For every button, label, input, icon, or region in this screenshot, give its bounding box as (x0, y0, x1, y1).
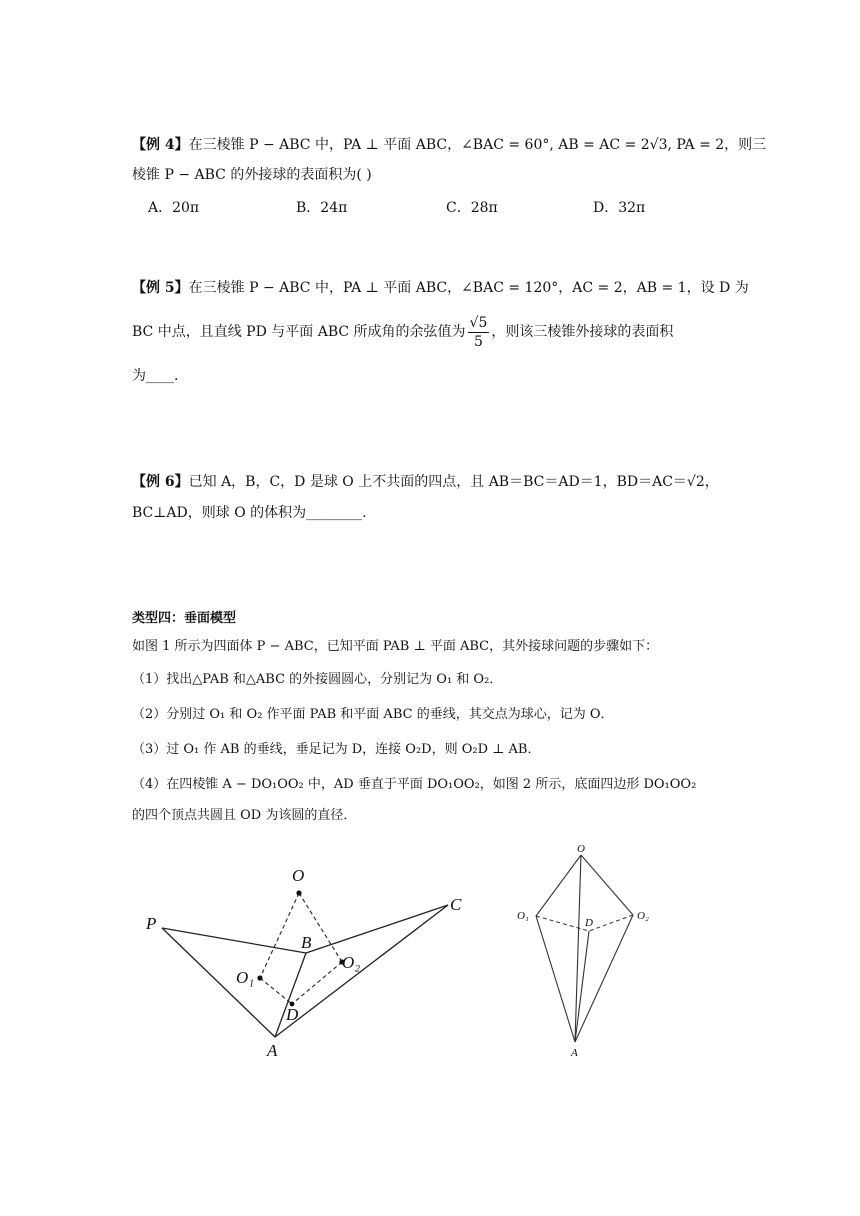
label-d: D (585, 917, 593, 929)
example-6-line-1 (132, 472, 719, 492)
example-5-text-2a: BC 中点，且直线 PD 与平面 ABC 所成角的余弦值为 (132, 324, 466, 340)
example-6-text-1: 已知 A，B，C，D 是球 O 上不共面的四点，且 AB＝BC＝AD＝1，BD＝AC＝√2， (188, 474, 719, 490)
point-o (296, 890, 301, 895)
example-5-tag: 【例 5】 (132, 280, 189, 296)
option-b: B．24π (296, 200, 348, 216)
option-c: C．28π (446, 200, 498, 216)
label-o2: O₂ (342, 953, 361, 972)
cosine-fraction (468, 314, 490, 351)
fraction-numerator: √5 (469, 314, 488, 331)
edge-o2-a (575, 915, 633, 1042)
fraction-denominator: 5 (473, 333, 483, 350)
option-d: D．32π (593, 200, 646, 216)
example-6-text-2: BC⊥AD，则球 O 的体积为________. (132, 505, 367, 521)
dash-o1-d (536, 916, 589, 931)
section-intro: 如图 1 所示为四面体 P − ABC，已知平面 PAB ⊥ 平面 ABC，其外接球问题的步骤如下： (132, 639, 659, 654)
step-4-continued: 的四个顶点共圆且 OD 为该圆的直径． (132, 808, 357, 823)
example-4-line-1 (132, 135, 766, 155)
example-4-text-2: 棱锥 P − ABC 的外接球的表面积为( ) (132, 167, 372, 183)
label-o1: O₁ (517, 910, 529, 922)
edge-bc (306, 905, 448, 953)
step-2: （2）分别过 O₁ 和 O₂ 作平面 PAB 和平面 ABC 的垂线，其交点为球心，记为 O． (132, 707, 614, 722)
edge-o1-a (536, 916, 575, 1042)
label-o: O (292, 866, 305, 885)
edge-o-o1 (536, 855, 581, 916)
example-5-text-3: 为____. (132, 368, 179, 384)
label-a: A (267, 1041, 278, 1060)
label-a: A (571, 1047, 578, 1059)
example-5-text-1: 在三棱锥 P − ABC 中，PA ⊥ 平面 ABC，∠BAC = 120°，AC = 2，AB = 1，设 D 为 (188, 280, 749, 296)
label-o: O (577, 843, 585, 855)
example-5-line-3 (132, 366, 178, 386)
step-4: （4）在四棱锥 A − DO₁OO₂ 中，AD 垂直于平面 DO₁OO₂，如图 2 所示，底面四边形 DO₁OO₂ (132, 777, 697, 792)
example-5-text-2b: ，则该三棱锥外接球的表面积 (491, 324, 674, 340)
dash-o2-d (292, 962, 342, 1004)
dash-o1-d (260, 978, 292, 1004)
example-6-line-2 (132, 503, 367, 523)
label-o2: O₂ (637, 910, 649, 922)
example-4-tag: 【例 4】 (132, 137, 189, 153)
edge-ac (275, 905, 448, 1037)
figure-1 (130, 850, 490, 1070)
section-heading: 类型四：垂面模型 (132, 611, 237, 626)
label-d: D (286, 1005, 299, 1024)
label-b: B (301, 933, 312, 952)
point-o1 (257, 975, 262, 980)
example-5-line-2 (132, 312, 673, 352)
example-5-line-1 (132, 278, 749, 298)
label-c: C (450, 895, 462, 914)
step-3: （3）过 O₁ 作 AB 的垂线，垂足记为 D，连接 O₂D，则 O₂D ⊥ AB． (132, 742, 541, 757)
example-4-line-2 (132, 165, 372, 185)
option-a: A．20π (148, 200, 200, 216)
label-o1: O₁ (236, 968, 255, 987)
label-p: P (146, 914, 157, 933)
example-6-tag: 【例 6】 (132, 474, 189, 490)
example-4-text-1: 在三棱锥 P − ABC 中，PA ⊥ 平面 ABC，∠BAC = 60°, AB = AC = 2√3, PA = 2，则三 (188, 137, 767, 153)
dash-o-o1 (260, 893, 299, 978)
figure-2 (505, 838, 685, 1068)
edge-o-o2 (581, 855, 633, 915)
step-1: （1）找出△PAB 和△ABC 的外接圆圆心，分别记为 O₁ 和 O₂． (132, 672, 503, 687)
